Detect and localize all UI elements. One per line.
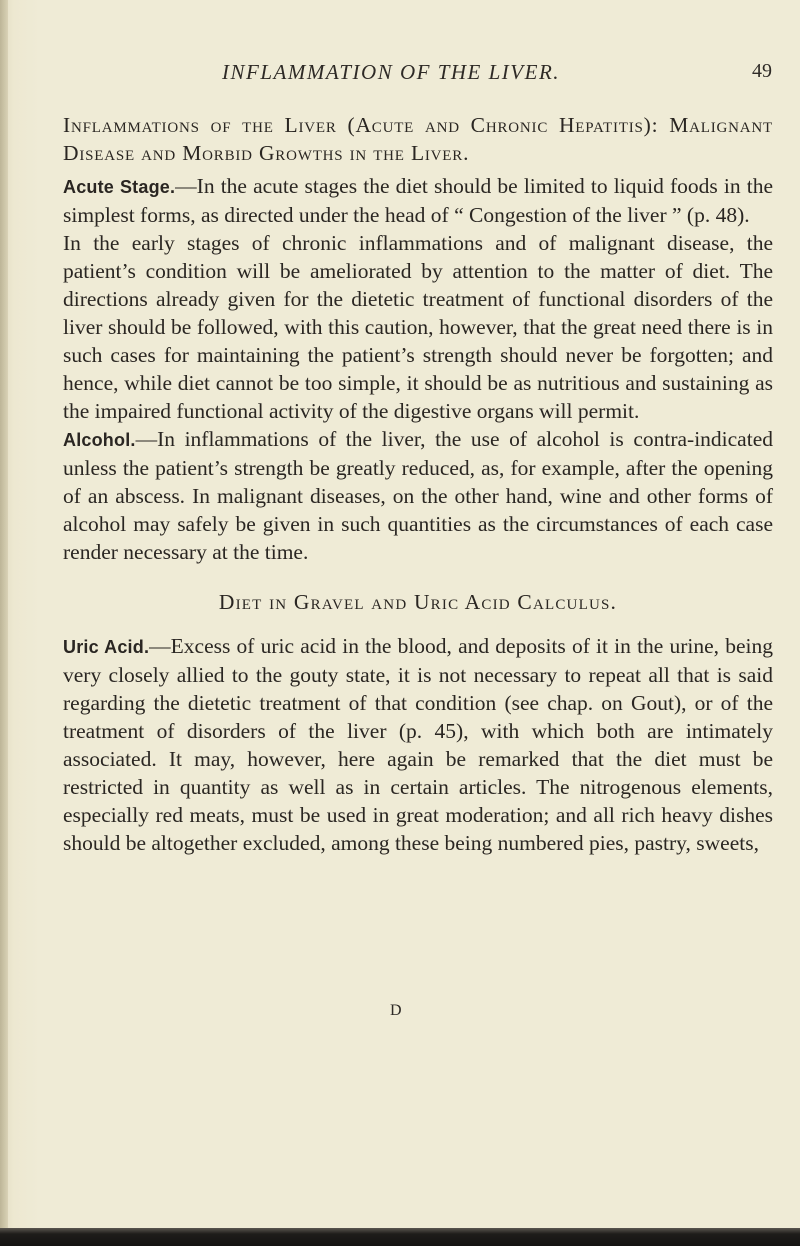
signature-mark: D	[390, 1002, 402, 1019]
paragraph-text: —Excess of uric acid in the blood, and deposits of it in the urine, being very closely allied to the gouty state, it is not necessary to repeat all that is said regarding the dietetic treatment of that condition (see chap. on Gout), or of the treatment of disorders of the liver (p. 45), with which both are intimately associated. It may, however, here again be remarked that the diet must be restricted in quantity as well as in certain articles. The nitrogenous elements, especially red meats, must be used in great moderation; and all rich heavy dishes should be altogether excluded, among these being numbered pies, pastry, sweets,	[63, 634, 773, 855]
page-number: 49	[752, 60, 772, 82]
running-head	[0, 60, 800, 86]
section-heading-liver: Inflammations of the Liver (Acute and Chronic Hepatitis): Malignant Disease and Morbid Growths in the Liver.	[63, 113, 773, 165]
paragraph-text: In the early stages of chronic inflammations and of malignant disease, the patient’s condition will be ameliorated by attention to the matter of diet. The directions already given for the dietetic treatment of functional disorders of the liver should be followed, with this caution, however, that the great need there is in such cases for maintaining the patient’s strength should never be forgotten; and hence, while diet cannot be too simple, it should be as nutritious and sustaining as the impaired functional activity of the digestive organs will permit.	[63, 231, 773, 423]
page-spine-shadow	[0, 0, 8, 1246]
paragraph-alcohol	[63, 425, 773, 566]
section-heading-gravel: Diet in Gravel and Uric Acid Calculus.	[218, 590, 618, 614]
paragraph-lead: Uric Acid.	[63, 637, 150, 657]
paragraph-text: —In inflammations of the liver, the use of alcohol is contra-indicated unless the patient’s strength be greatly reduced, as, for example, after the opening of an abscess. In malignant diseases, on the other hand, wine and other forms of alcohol may safely be given in such quantities as the circumstances of each case render necessary at the time.	[63, 427, 773, 564]
paragraph-chronic	[63, 229, 773, 425]
page-bottom-edge	[0, 1228, 800, 1246]
running-head-title: INFLAMMATION OF THE LIVER.	[222, 60, 561, 84]
body-text	[63, 111, 773, 857]
paragraph-lead: Alcohol.	[63, 430, 136, 450]
paragraph-acute-stage	[63, 172, 773, 229]
paragraph-uric-acid	[63, 632, 773, 857]
paragraph-lead: Acute Stage.	[63, 177, 176, 197]
paragraph-text: —In the acute stages the diet should be limited to liquid foods in the simplest forms, as directed under the head of “ Congestion of the liver ” (p. 48).	[63, 174, 773, 227]
